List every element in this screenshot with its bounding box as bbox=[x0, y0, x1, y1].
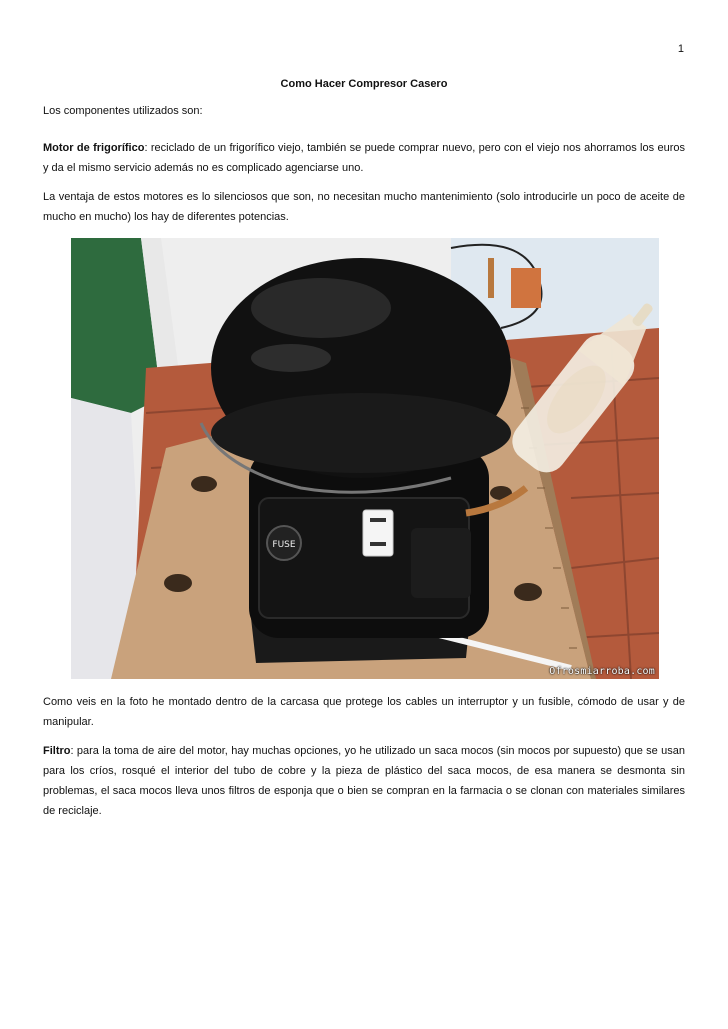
compressor-rim bbox=[211, 393, 511, 473]
motor-label: Motor de frigorífico bbox=[43, 142, 145, 154]
filtro-text: : para la toma de aire del motor, hay muchas opciones, yo he utilizado un saca mocos (sin mocos por supuesto) que se usan para los críos, rosqué el interior del tubo de cobre y la pieza de plástico del saca mocos, de esa manera se desmonta sin problemas, el saca mocos lleva unos filtros de esponja que o bien se compran en la farmacia o se clonan con materiales similares de reciclaje. bbox=[43, 745, 685, 817]
switch-mark bbox=[370, 542, 386, 546]
motor-paragraph bbox=[43, 138, 685, 178]
box-side bbox=[411, 528, 471, 598]
ventaja-paragraph: La ventaja de estos motores es lo silenciosos que son, no necesitan mucho mantenimiento (solo introducirle un poco de aceite de mucho en mucho) los hay de diferentes potencias. bbox=[43, 191, 685, 223]
page-number: 1 bbox=[677, 43, 684, 55]
compressor-illustration bbox=[71, 238, 659, 679]
power-switch bbox=[363, 510, 393, 556]
intro-paragraph: Los componentes utilizados son: bbox=[43, 105, 203, 117]
photo-watermark: Ofrosmiarroba.com bbox=[549, 666, 655, 677]
filtro-paragraph bbox=[43, 741, 685, 821]
fuse-label: FUSE bbox=[272, 540, 296, 550]
switch-mark bbox=[370, 518, 386, 522]
flower-pot bbox=[511, 268, 541, 308]
bench-hole bbox=[191, 476, 217, 492]
compressor-photo bbox=[71, 238, 659, 679]
motor-text: : reciclado de un frigorífico viejo, también se puede comprar nuevo, pero con el viejo nos ahorramos los euros y da el mismo servicio además no es complicado agenciarse uno. bbox=[43, 142, 686, 174]
dome-highlight bbox=[251, 344, 331, 372]
caption-paragraph: Como veis en la foto he montado dentro de la carcasa que protege los cables un interruptor y un fusible, cómodo de usar y de manipular. bbox=[43, 696, 685, 728]
dome-highlight bbox=[251, 278, 391, 338]
filtro-label: Filtro bbox=[43, 745, 71, 757]
document-title: Como Hacer Compresor Casero bbox=[280, 78, 448, 90]
bench-hole bbox=[164, 574, 192, 592]
bench-hole bbox=[514, 583, 542, 601]
